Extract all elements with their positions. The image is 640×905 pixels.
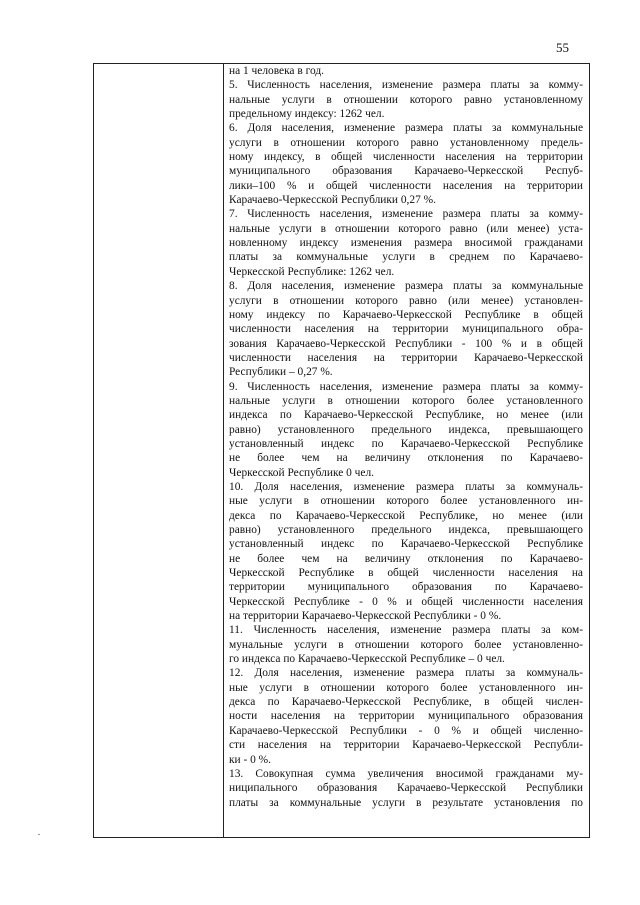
text-line: ниципального образования Карачаево-Черкесской Республики (229, 782, 583, 795)
text-line: сти населения на территории Карачаево-Черкесской Республи- (229, 739, 583, 752)
text-line: не более чем на величину отклонения по Карачаево- (229, 452, 583, 465)
text-line: услуги в отношении которого равно установленному предель- (229, 136, 583, 149)
content-table (93, 63, 590, 838)
text-line: нальные услуги в отношении которого равно (или менее) уста- (229, 222, 583, 235)
paragraph (229, 666, 583, 766)
text-line: равно) установленного предельного индекса, превышающего (229, 524, 583, 536)
paragraph (229, 623, 583, 666)
text-line: Республики – 0,27 %. (229, 366, 333, 379)
text-line: Карачаево-Черкесской Республики 0,27 %. (229, 194, 436, 207)
text-line: услуги в отношении которого равно (или менее) установлен- (229, 294, 583, 307)
text-line: установленный индекс по Карачаево-Черкесской Республике (229, 538, 583, 551)
text-line: ному индексу, в общей численности населения на территории (229, 151, 583, 164)
text-line: ности населения на территории муниципального образования (229, 710, 583, 723)
paragraph (229, 480, 583, 623)
text-line: декса по Карачаево-Черкесской Республике, но менее (или (229, 509, 583, 522)
text-line: ные услуги в отношении которого более установленного ин- (229, 681, 583, 694)
paragraph (229, 78, 583, 121)
text-line: декса по Карачаево-Черкесской Республике, в общей числен- (229, 696, 583, 709)
text-line: численности населения на территории Карачаево-Черкесской (229, 351, 583, 364)
text-line: Черкесской Республике - 0 % и общей численности населения (229, 595, 583, 608)
text-line: предельному индексу: 1262 чел. (229, 108, 385, 121)
text-line: Карачаево-Черкесской Республики - 0 % и общей численно- (229, 724, 583, 737)
text-line: Черкесской Республике 0 чел. (229, 466, 374, 479)
text-line: численности населения на территории муниципального обра- (229, 323, 583, 336)
text-line: Черкесской Республике: 1262 чел. (229, 265, 395, 278)
text-line: равно) установленного предельного индекса, превышающего (229, 423, 583, 436)
text-line: платы за коммунальные услуги в результате установления по (229, 796, 583, 809)
text-line: индекса по Карачаево-Черкесской Республике, но менее (или (229, 409, 583, 422)
text-line: 8. Доля населения, изменение размера платы за коммунальные (229, 280, 583, 293)
text-line: нальные услуги в отношении которого более установленного (229, 394, 583, 407)
text-line: ки - 0 %. (229, 753, 271, 766)
text-line: 7. Численность населения, изменение размера платы за комму- (229, 208, 583, 221)
text-line: платы за коммунальные услуги в среднем по Карачаево- (229, 251, 583, 264)
table-left-cell (94, 63, 223, 837)
text-line: лики–100 % и общей численности населения на территории (229, 179, 583, 192)
paragraph (229, 279, 583, 379)
text-line: на территории Карачаево-Черкесской Республики - 0 %. (229, 610, 502, 623)
column-divider (223, 63, 224, 837)
text-line: зования Карачаево-Черкесской Республики - 100 % и в общей (229, 337, 583, 350)
text-line: новленному индексу изменения размера вносимой гражданами (229, 237, 583, 250)
text-line: ные услуги в отношении которого более установленного ин- (229, 495, 583, 508)
paragraph (229, 380, 583, 480)
text-line: нальные услуги в отношении которого равно установленному (229, 93, 583, 106)
page-number: 55 (556, 40, 569, 55)
text-line: установленный индекс по Карачаево-Черкесской Республике (229, 437, 583, 450)
text-line: 12. Доля населения, изменение размера платы за коммуналь- (229, 667, 583, 680)
text-line: ному индексу по Карачаево-Черкесской Республике в общей (229, 308, 583, 321)
table-right-cell (229, 64, 583, 837)
text-line: 9. Численность населения, изменение размера платы за комму- (229, 380, 583, 393)
text-line: не более чем на величину отклонения по Карачаево- (229, 552, 583, 565)
text-line: Черкесской Республике в общей численности населения на (229, 567, 583, 580)
text-line: муниципального образования Карачаево-Черкесской Респуб- (229, 165, 583, 178)
paragraph (229, 207, 583, 279)
paragraph (229, 64, 583, 78)
paragraph (229, 767, 583, 810)
text-line: 13. Совокупная сумма увеличения вносимой гражданами му- (229, 767, 583, 780)
text-line: на 1 человека в год. (229, 65, 324, 77)
text-line: 10. Доля населения, изменение размера платы за коммуналь- (229, 480, 583, 493)
text-line: территории муниципального образования по Карачаево- (229, 581, 583, 594)
text-line: го индекса по Карачаево-Черкесской Республике – 0 чел. (229, 653, 505, 666)
text-line: 5. Численность населения, изменение размера платы за комму- (229, 79, 583, 92)
text-line: мунальные услуги в отношении которого более установленно- (229, 638, 583, 651)
text-line: 6. Доля населения, изменение размера платы за коммунальные (229, 122, 583, 135)
scan-speck (38, 834, 40, 835)
paragraph (229, 121, 583, 207)
text-line: 11. Численность населения, изменение размера платы за ком- (229, 624, 583, 637)
